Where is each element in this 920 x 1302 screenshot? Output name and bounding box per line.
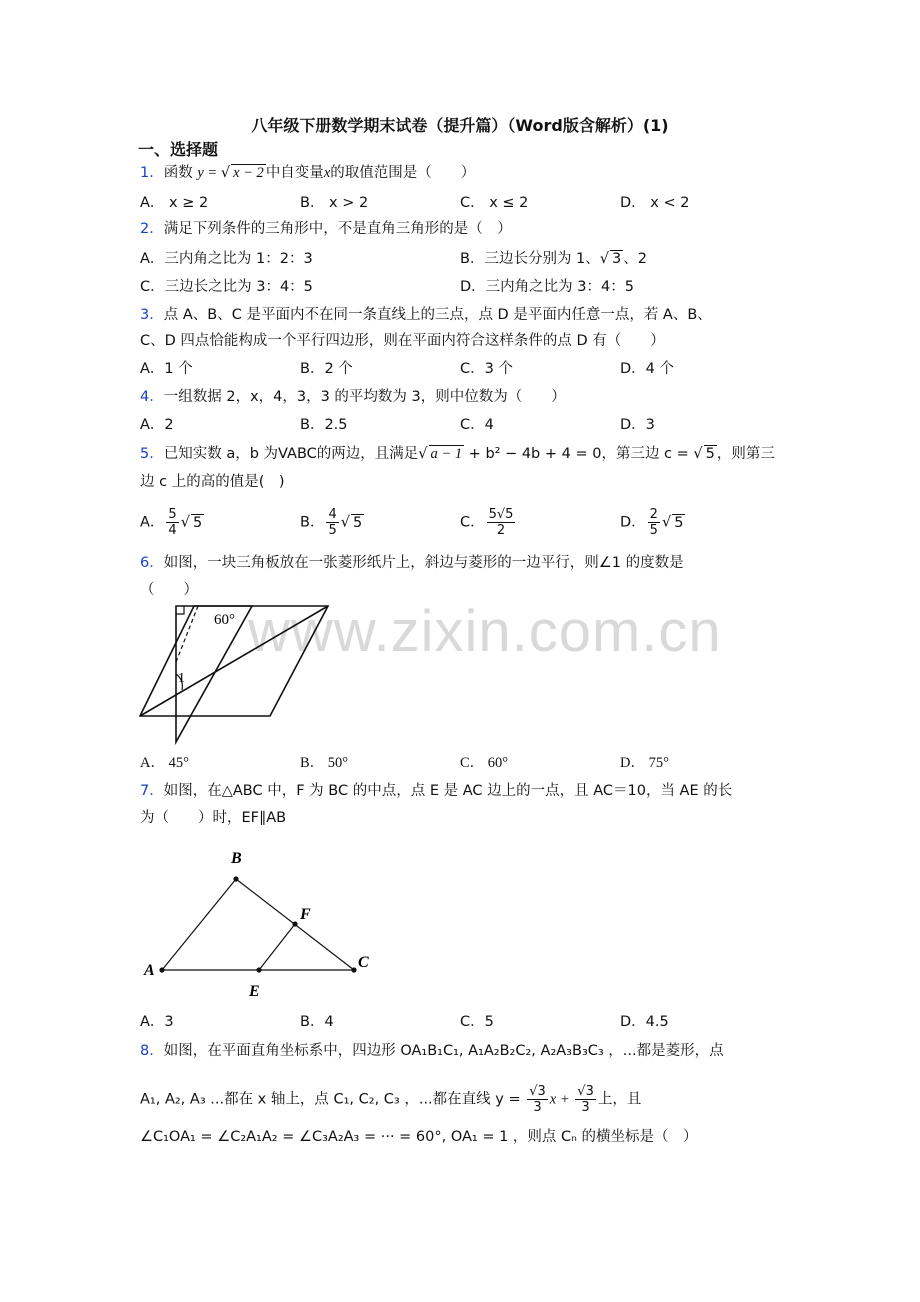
question-5: 5．已知实数 a，b 为VABC的两边，且满足√ a − 1 + b² − 4b + 4 = 0，第三边 c = √ 5 ，则第三 (140, 446, 775, 462)
document-title: 八年级下册数学期末试卷（提升篇）（Word版含解析）(1) (251, 116, 669, 135)
option-b[interactable]: B． 50° (300, 755, 349, 771)
option-d[interactable]: D．4.5 (620, 1014, 669, 1030)
option-b[interactable]: B．2.5 (300, 417, 348, 433)
option-c[interactable]: C． $\frac{5√5}{2}$ (460, 507, 514, 538)
option-c[interactable]: C．3 个 (460, 361, 513, 377)
option-c[interactable]: C． 60° (460, 755, 509, 771)
question-number: 1． (140, 165, 164, 181)
option-c[interactable]: C．4 (460, 417, 494, 433)
option-d[interactable]: D． $\frac{2}{5}$ √ 5 (620, 507, 684, 538)
triangle-abc-figure (138, 845, 388, 1005)
option-c[interactable]: C． x ≤ 2 (460, 195, 529, 211)
option-a[interactable]: A． $\frac{5}{4}$ √ 5 (140, 507, 203, 538)
option-d[interactable]: D． x < 2 (620, 195, 690, 211)
question-number: 7． (140, 783, 164, 799)
question-8: 8．如图，在平面直角坐标系中，四边形 OA₁B₁C₁, A₁A₂B₂C₂, A₂A₃B₃C₃ ，...都是菱形，点 (140, 1043, 724, 1059)
question-6-line-2: （ ） (140, 582, 198, 598)
watermark: www.zixin.com.cn (248, 599, 722, 664)
option-b[interactable]: B． $\frac{4}{5}$ √ 5 (300, 507, 363, 538)
vertex-b-label: B (231, 850, 242, 867)
option-d[interactable]: D．4 个 (620, 361, 674, 377)
option-a[interactable]: A．1 个 (140, 361, 193, 377)
question-6: 6．如图，一块三角板放在一张菱形纸片上，斜边与菱形的一边平行，则∠1 的度数是 (140, 555, 684, 571)
option-c[interactable]: C．三边长之比为 3：4：5 (140, 279, 313, 295)
question-number: 4． (140, 389, 164, 405)
vertex-a-label: A (144, 962, 155, 979)
question-7-line-2: 为（ ）时，EF∥AB (140, 810, 287, 826)
option-d[interactable]: D．三内角之比为 3：4：5 (460, 279, 634, 295)
question-number: 2． (140, 221, 164, 237)
question-3-line-2: C、D 四点恰能构成一个平行四边形，则在平面内符合这样条件的点 D 有（ ） (140, 333, 665, 349)
question-1: 1．函数 y = √ x − 2 中自变量x的取值范围是（ ） (140, 165, 476, 181)
option-b[interactable]: B．三边长分别为 1、√ 3 、2 (460, 251, 647, 267)
question-number: 8． (140, 1043, 164, 1059)
section-heading: 一、选择题 (138, 140, 219, 159)
question-2: 2．满足下列条件的三角形中，不是直角三角形的是（ ） (140, 221, 512, 237)
option-d[interactable]: D．3 (620, 417, 655, 433)
option-a[interactable]: A．2 (140, 417, 174, 433)
rhombus-triangle-figure (136, 600, 336, 750)
angle-60-label: 60° (214, 612, 235, 628)
question-8-line-3: ∠C₁OA₁ = ∠C₂A₁A₂ = ∠C₃A₂A₃ = ··· = 60°, OA₁ = 1 ，则点 Cₙ 的横坐标是（ ） (140, 1129, 698, 1145)
option-a[interactable]: A． 45° (140, 755, 189, 771)
point-f-label: F (300, 906, 311, 923)
question-8-line-2: A₁, A₂, A₃ ...都在 x 轴上，点 C₁, C₂, C₃ ，...都在直线 y = $\frac{√3}{3}$ x + $\frac{√3}{3}$ 上，且 (140, 1084, 642, 1115)
question-number: 6． (140, 555, 164, 571)
option-a[interactable]: A． x ≥ 2 (140, 195, 209, 211)
option-d[interactable]: D． 75° (620, 755, 669, 771)
question-number: 5． (140, 446, 164, 462)
question-3: 3．点 A、B、C 是平面内不在同一条直线上的三点，点 D 是平面内任意一点，若 A、B、 (140, 307, 712, 323)
question-4: 4．一组数据 2，x，4，3，3 的平均数为 3，则中位数为（ ） (140, 389, 566, 405)
option-c[interactable]: C．5 (460, 1014, 494, 1030)
question-5-line-2: 边 c 上的高的值是( ) (140, 474, 285, 490)
option-a[interactable]: A．3 (140, 1014, 174, 1030)
angle-1-label: 1 (178, 671, 185, 686)
option-a[interactable]: A．三内角之比为 1：2：3 (140, 251, 313, 267)
option-b[interactable]: B．2 个 (300, 361, 353, 377)
question-number: 3． (140, 307, 164, 323)
option-b[interactable]: B． x > 2 (300, 195, 369, 211)
question-7: 7．如图，在△ABC 中，F 为 BC 的中点，点 E 是 AC 边上的一点，且 AC＝10，当 AE 的长 (140, 783, 733, 799)
vertex-c-label: C (358, 954, 369, 971)
option-b[interactable]: B．4 (300, 1014, 334, 1030)
point-e-label: E (249, 983, 260, 1000)
